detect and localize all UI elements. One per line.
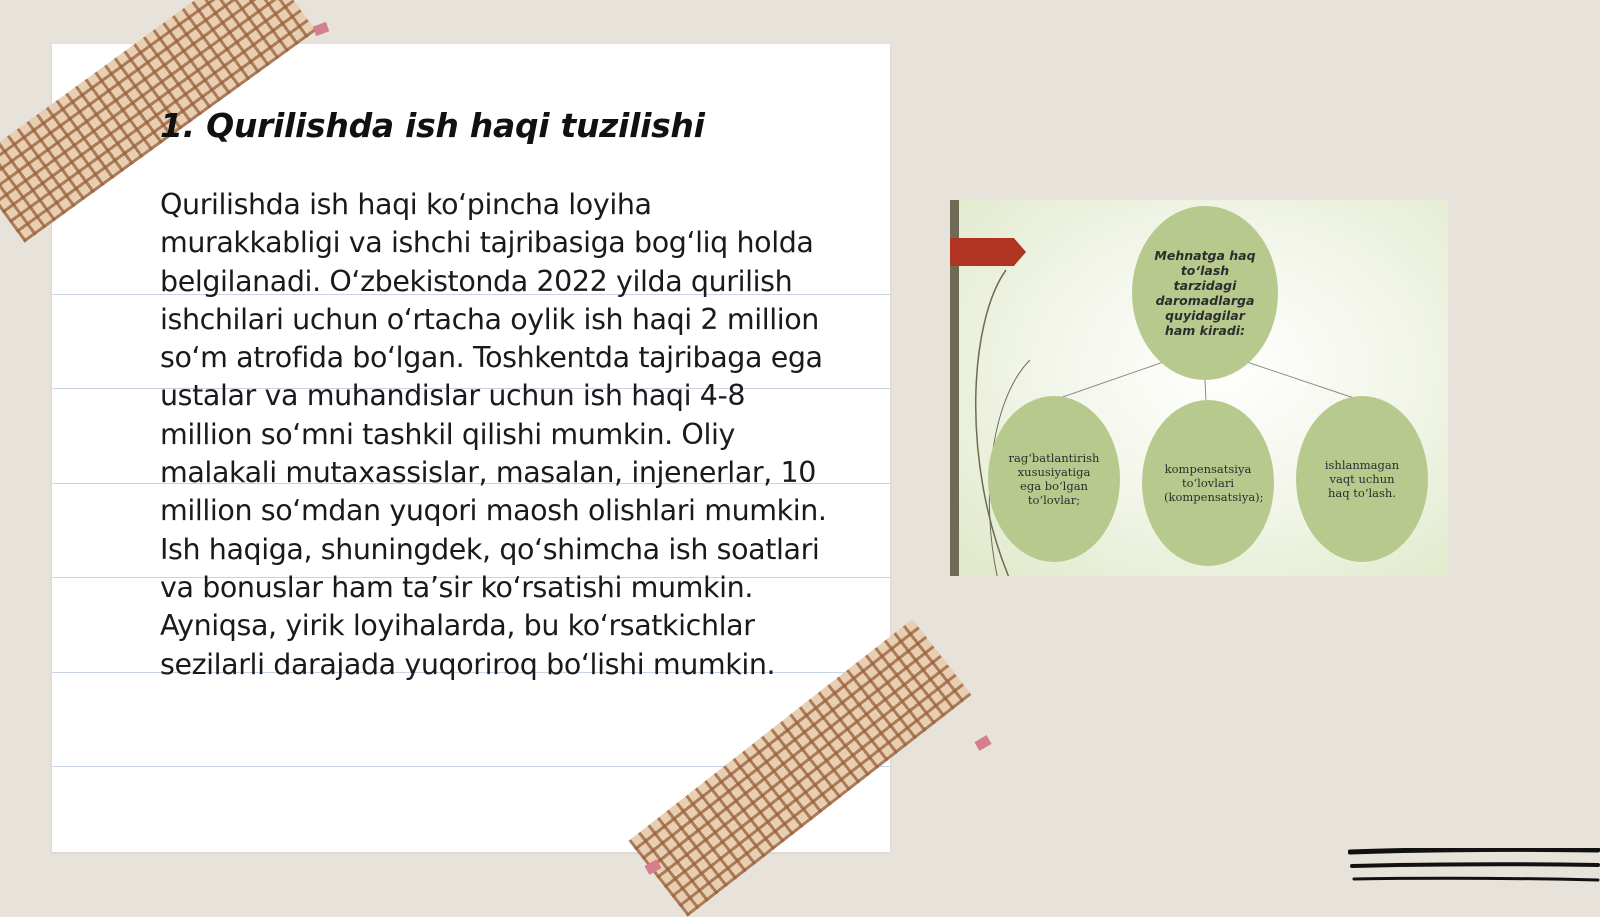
diagram-right-node — [1296, 396, 1428, 562]
slide-title: 1. Qurilishda ish haqi tuzilishi — [160, 106, 705, 145]
diagram-top-label: Mehnatga haq to‘lash tarzidagi daromadlarga quyidagilar ham kiradi: — [1154, 248, 1256, 338]
tape-tab — [974, 735, 991, 751]
diagram-left-label: rag‘batlantirish xususiyatiga ega bo‘lgan to‘lovlar; — [1008, 451, 1100, 507]
diagram-right-label: ishlanmagan vaqt uchun haq to‘lash. — [1324, 458, 1400, 500]
diagram-center-label: kompensatsiya to‘lovlari (kompensatsiya); — [1164, 462, 1264, 504]
diagram-center-node — [1142, 400, 1274, 566]
diagram-image — [950, 200, 1448, 576]
red-flag-marker — [950, 238, 1026, 266]
tape-tab — [313, 22, 330, 36]
diagram-top-node — [1132, 206, 1278, 380]
decorative-marker-lines — [1348, 848, 1600, 888]
diagram-left-node — [988, 396, 1120, 562]
slide-body-text: Qurilishda ish haqi ko‘pincha loyiha murakkabligi va ishchi tajribasiga bog‘liq holda belgilanadi. O‘zbekistonda 2022 yilda qurilish ishchilari uchun o‘rtacha oylik ish haqi 2 million so‘m atrofida bo‘lgan. Toshkentda tajribaga ega ustalar va muhandislar uchun ish haqi 4-8 million so‘mni tashkil qilishi mumkin. Oliy malakali mutaxassislar, masalan, injenerlar, 10 million so‘mdan yuqori maosh olishlari mumkin. Ish haqiga, shuningdek, qo‘shimcha ish soatlari va bonuslar ham ta’sir ko‘rsatishi mumkin. Ayniqsa, yirik loyihalarda, bu ko‘rsatkichlar sezilarli darajada yuqoriroq bo‘lishi mumkin. — [160, 188, 827, 681]
